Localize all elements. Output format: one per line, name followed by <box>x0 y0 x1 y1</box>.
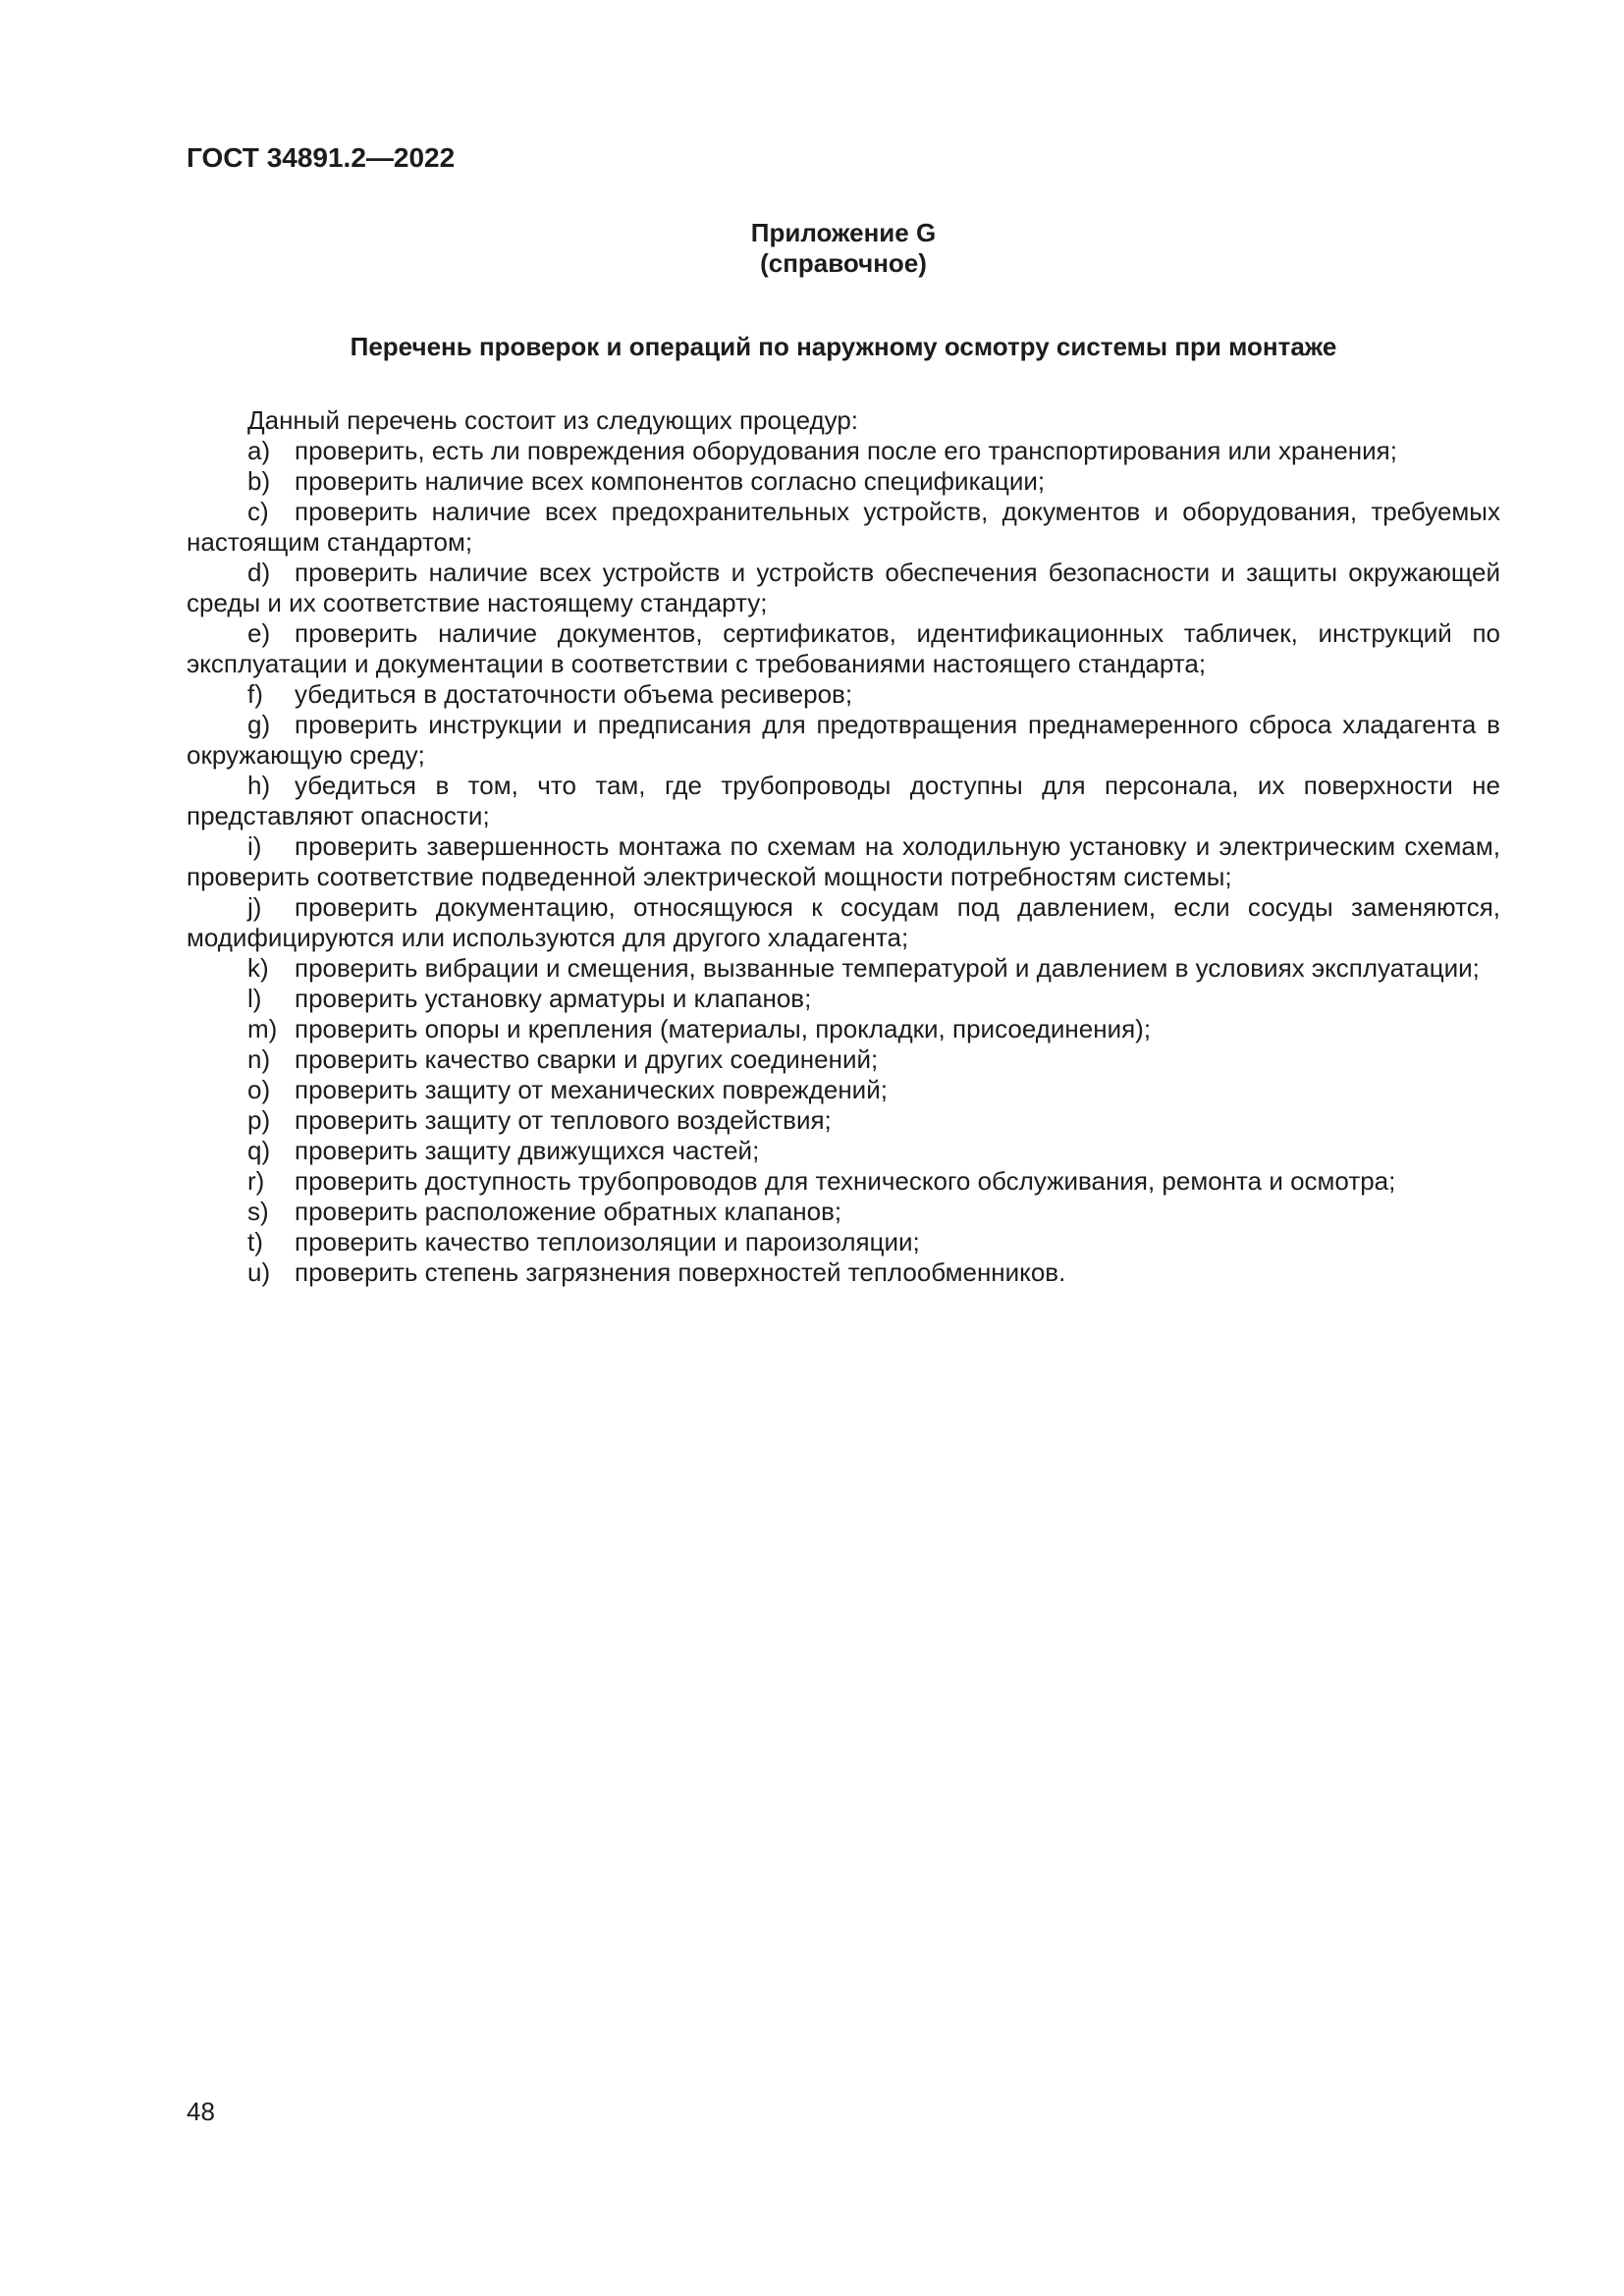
list-item-text: проверить вибрации и смещения, вызванные температурой и давлением в условиях эксплуатации; <box>295 953 1480 983</box>
list-item-label: b) <box>247 466 271 496</box>
list-item <box>187 831 1500 892</box>
appendix-type: (справочное) <box>760 248 927 278</box>
list-item-text: проверить завершенность монтажа по схемам на холодильную установку и электрическим схемам, проверить соответствие подведенной электрической мощности потребностям системы; <box>187 831 1500 891</box>
list-item-label: m) <box>247 1014 278 1043</box>
list-item-label: t) <box>247 1227 263 1256</box>
list-item-label: p) <box>247 1105 271 1135</box>
list-item <box>187 1136 1500 1166</box>
list-item <box>187 1014 1500 1044</box>
list-item <box>187 1257 1500 1288</box>
list-item-text: проверить установку арматуры и клапанов; <box>295 984 812 1013</box>
list-item <box>187 1197 1500 1227</box>
list-item-text: проверить документацию, относящуюся к сосудам под давлением, если сосуды заменяются, модифицируются или используются для другого хладагента; <box>187 892 1500 952</box>
list-item-label: i) <box>247 831 262 861</box>
list-item <box>187 1075 1500 1105</box>
document-header: ГОСТ 34891.2—2022 <box>187 142 456 173</box>
intro-paragraph: Данный перечень состоит из следующих процедур: <box>247 405 859 435</box>
list-item <box>187 436 1500 466</box>
page-number: 48 <box>187 2097 215 2126</box>
appendix-label: Приложение G <box>750 218 937 247</box>
list-item-text: проверить наличие всех компонентов согласно спецификации; <box>295 466 1046 496</box>
list-item-label: g) <box>247 710 271 739</box>
list-item-text: проверить наличие всех устройств и устройств обеспечения безопасности и защиты окружающей среды и их соответствие настоящему стандарту; <box>187 558 1500 617</box>
list-item-label: e) <box>247 618 271 648</box>
list-item-label: h) <box>247 771 271 800</box>
list-item-text: проверить инструкции и предписания для предотвращения преднамеренного сброса хладагента в окружающую среду; <box>187 710 1500 770</box>
list-item-text: проверить доступность трубопроводов для технического обслуживания, ремонта и осмотра; <box>295 1166 1396 1196</box>
list-item-text: проверить степень загрязнения поверхностей теплообменников. <box>295 1257 1066 1287</box>
list-item-text: убедиться в достаточности объема ресиверов; <box>295 679 853 709</box>
list-item-label: u) <box>247 1257 271 1287</box>
list-item-text: проверить защиту движущихся частей; <box>295 1136 760 1165</box>
list-item <box>187 466 1500 497</box>
list-item-label: o) <box>247 1075 271 1104</box>
list-item-text: проверить наличие всех предохранительных устройств, документов и оборудования, требуемых настоящим стандартом; <box>187 497 1500 557</box>
list-item <box>187 1044 1500 1075</box>
list-item-text: проверить наличие документов, сертификатов, идентификационных табличек, инструкций по эксплуатации и документации в соответствии с требованиями настоящего стандарта; <box>187 618 1500 678</box>
list-item-label: d) <box>247 558 271 587</box>
list-item <box>187 558 1500 618</box>
list-item-label: c) <box>247 497 269 526</box>
list-item <box>187 892 1500 953</box>
list-item-label: s) <box>247 1197 269 1226</box>
list-item <box>187 497 1500 558</box>
list-item <box>187 1166 1500 1197</box>
list-item-text: проверить, есть ли повреждения оборудования после его транспортирования или хранения; <box>295 436 1397 465</box>
list-item-text: проверить защиту от механических повреждений; <box>295 1075 888 1104</box>
list-item-text: проверить защиту от теплового воздействия; <box>295 1105 832 1135</box>
list-item <box>187 710 1500 771</box>
list-item <box>187 771 1500 831</box>
list-item <box>187 984 1500 1014</box>
appendix-heading <box>187 218 1500 279</box>
page-title: Перечень проверок и операций по наружному осмотру системы при монтаже <box>350 332 1337 361</box>
list-item-text: проверить расположение обратных клапанов; <box>295 1197 842 1226</box>
list-item-label: q) <box>247 1136 271 1165</box>
list-item-label: k) <box>247 953 269 983</box>
list-item-text: проверить опоры и крепления (материалы, прокладки, присоединения); <box>295 1014 1152 1043</box>
list-item <box>187 1227 1500 1257</box>
list-item <box>187 618 1500 679</box>
list-item <box>187 679 1500 710</box>
list-item-label: l) <box>247 984 262 1013</box>
list-item <box>187 1105 1500 1136</box>
list-item-text: проверить качество сварки и других соединений; <box>295 1044 879 1074</box>
list-item-text: проверить качество теплоизоляции и пароизоляции; <box>295 1227 920 1256</box>
list-item-text: убедиться в том, что там, где трубопроводы доступны для персонала, их поверхности не представляют опасности; <box>187 771 1500 830</box>
list-item-label: f) <box>247 679 263 709</box>
list-item-label: a) <box>247 436 271 465</box>
list-item-label: n) <box>247 1044 271 1074</box>
list-item-label: r) <box>247 1166 265 1196</box>
list-item <box>187 953 1500 984</box>
list-item-label: j) <box>247 892 262 922</box>
page-content <box>187 142 1500 1288</box>
